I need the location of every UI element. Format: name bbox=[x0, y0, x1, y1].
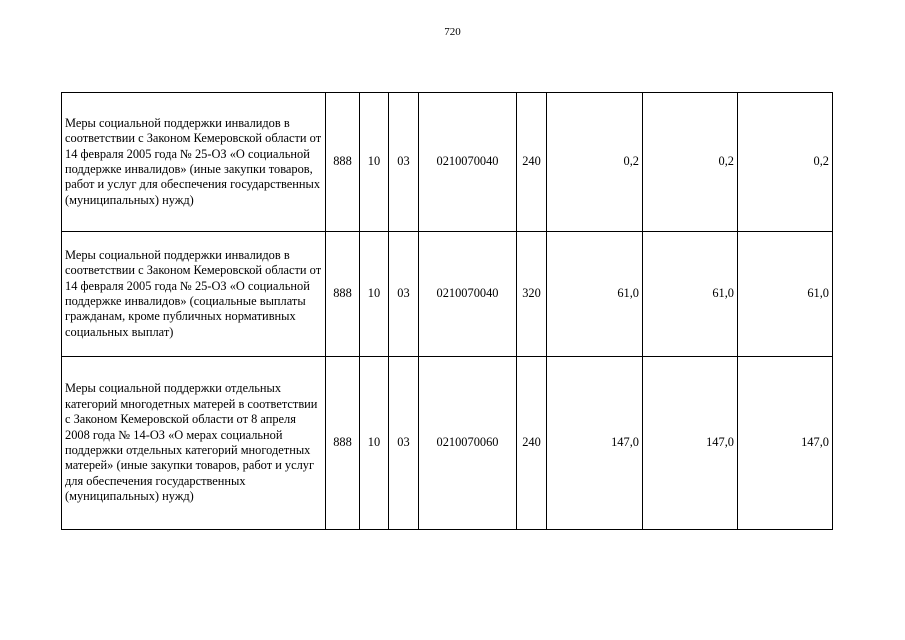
page-number: 720 bbox=[444, 26, 461, 38]
amount-cell: 0,2 bbox=[547, 93, 643, 232]
amount-cell: 61,0 bbox=[643, 232, 738, 357]
target-article-code: 0210070040 bbox=[419, 232, 517, 357]
expense-type-code: 240 bbox=[517, 93, 547, 232]
subsection-code: 03 bbox=[389, 232, 419, 357]
row-description: Меры социальной поддержки инвалидов в соответствии с Законом Кемеровской области от 14 февраля 2005 года № 25-ОЗ «О социальной поддержке инвалидов» (социальные выплаты гражданам, кроме публичных нормативных социальных выплат) bbox=[62, 232, 326, 357]
section-code: 10 bbox=[360, 357, 389, 530]
amount-cell: 61,0 bbox=[547, 232, 643, 357]
ministry-code: 888 bbox=[326, 232, 360, 357]
expense-type-code: 320 bbox=[517, 232, 547, 357]
amount-cell: 61,0 bbox=[738, 232, 833, 357]
expense-type-code: 240 bbox=[517, 357, 547, 530]
section-code: 10 bbox=[360, 232, 389, 357]
subsection-code: 03 bbox=[389, 93, 419, 232]
ministry-code: 888 bbox=[326, 93, 360, 232]
row-description: Меры социальной поддержки отдельных категорий многодетных матерей в соответствии с Законом Кемеровской области от 8 апреля 2008 года № 14-ОЗ «О мерах социальной поддержки отдельных категорий многодетных матерей» (иные закупки товаров, работ и услуг для обеспечения государственных (муниципальных) нужд) bbox=[62, 357, 326, 530]
amount-cell: 147,0 bbox=[738, 357, 833, 530]
amount-cell: 0,2 bbox=[643, 93, 738, 232]
budget-table bbox=[61, 92, 833, 530]
row-description: Меры социальной поддержки инвалидов в соответствии с Законом Кемеровской области от 14 февраля 2005 года № 25-ОЗ «О социальной поддержке инвалидов» (иные закупки товаров, работ и услуг для обеспечения государственных (муниципальных) нужд) bbox=[62, 93, 326, 232]
amount-cell: 147,0 bbox=[547, 357, 643, 530]
target-article-code: 0210070040 bbox=[419, 93, 517, 232]
section-code: 10 bbox=[360, 93, 389, 232]
amount-cell: 147,0 bbox=[643, 357, 738, 530]
ministry-code: 888 bbox=[326, 357, 360, 530]
subsection-code: 03 bbox=[389, 357, 419, 530]
table-row bbox=[62, 232, 833, 357]
target-article-code: 0210070060 bbox=[419, 357, 517, 530]
amount-cell: 0,2 bbox=[738, 93, 833, 232]
table-row bbox=[62, 357, 833, 530]
table-row bbox=[62, 93, 833, 232]
